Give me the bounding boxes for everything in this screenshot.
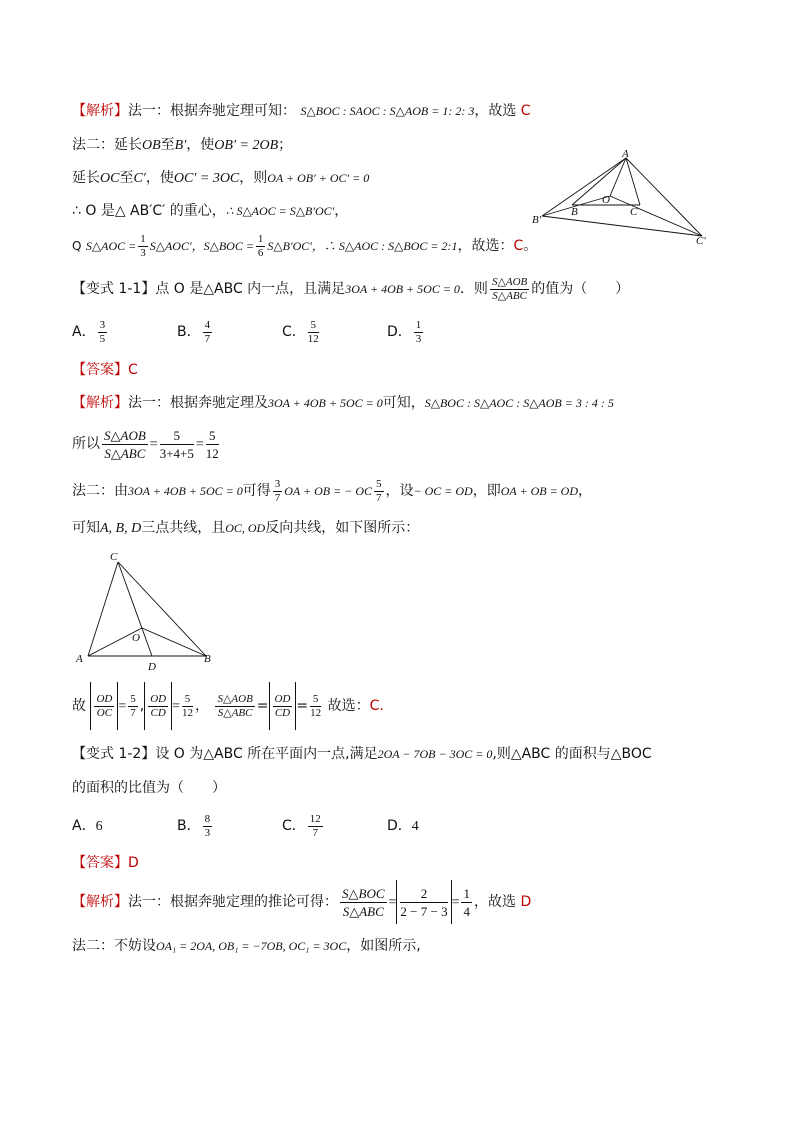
option-value: 6 [95,819,103,834]
text: 的值为（ ） [531,281,630,297]
variant-1-2-cont [72,778,226,798]
math: B′ [174,138,187,153]
solution-line-3 [72,168,369,189]
label-C: C [110,551,118,563]
math: OB′ = 2OB [214,138,279,153]
math: − OC = OD [413,484,473,498]
math: A, B, D [100,521,142,536]
math: S△B′OC′ [267,239,312,253]
label-B-prime: B′ [532,214,542,226]
option-0 [72,316,177,348]
option-label: D． [387,324,412,340]
option-1 [177,316,282,348]
math: OA + OB = OD [500,484,579,498]
option-label: C． [282,324,306,340]
fraction: $\frac{5}{12}$ [310,692,322,719]
option-fraction: $\frac{8}{3}$ [204,812,211,839]
label-B: B [204,653,211,665]
math: 3OA + 4OB + 5OC = 0 [268,396,383,410]
math: S△BOC : S△AOC : S△AOB = 3 : 4 : 5 [424,396,614,410]
math: OA + OB = − OC [284,484,372,498]
text: 设 O 为△ABC 所在平面内一点,满足 [155,746,378,762]
math: 3OA + 4OB + 5OC = 0 [128,484,243,498]
option-value: 4 [411,819,419,834]
fraction: $\frac{1}{4}$ [463,885,470,919]
math: OB [142,138,161,153]
text: 法二：由 [72,483,128,499]
solution-line-1 [72,101,531,121]
text: 反向共线，如下图所示： [265,520,420,536]
fraction: $\frac{\text{S△BOC}}{\text{S△ABC}}$ [342,885,385,919]
math: ∴ S△AOC = S△B′OC′ [225,204,335,218]
fraction: $\frac{1}{6}$ [257,232,264,259]
options-1-1 [72,316,492,348]
text: 故 [72,698,86,714]
options-1-2 [72,810,492,843]
variant-tag: 【变式 1-2】 [72,746,156,762]
text: ，设 [385,483,414,499]
equals: = [149,437,158,452]
solution-line-5 [72,232,537,260]
text: 可知 [72,520,100,536]
label-D: D [148,661,156,673]
label-A: A [622,148,629,160]
fraction: $\frac{5}{12}$ [205,427,219,461]
solution-line-2 [72,135,292,156]
option-3 [387,810,492,843]
option-fraction: $\frac{12}{7}$ [309,812,321,839]
label-C-prime: C′ [696,235,706,247]
math: ，∴ S△AOC : S△BOC = 2:1 [311,239,458,253]
triangle-figure-2 [70,548,230,673]
answer-letter: C [520,103,531,119]
text: 法二：延长 [72,137,142,153]
text: ,则△ABC 的面积与△BOC [492,746,652,762]
text: ，故选： [457,238,514,254]
variant-1-1 [72,275,629,303]
math: OC′ = 3OC [173,171,240,186]
answer-value: D [128,855,139,871]
math: S△AOC′ [149,239,192,253]
math: C′ [133,171,146,186]
option-0 [72,810,177,843]
math-vector-sum: OA + OB′ + OC′ = 0 [267,171,370,185]
math-vector-eq: 2OA − 7OB − 3OC = 0 [377,747,493,761]
text: ； [278,137,293,153]
answer-tag: 【答案】 [72,855,128,871]
triangle-figure-1 [530,148,720,248]
label-A: A [76,653,83,665]
text: ，故选 [473,894,521,910]
text: 法二：不妨设 [72,938,156,954]
fraction: $\frac{5}{12}$ [182,692,193,719]
solution-line-9 [72,393,614,413]
math: OA₁ = 2OA, OB₁ = −7OB, OC₁ = 3OC [156,939,347,953]
text: 可知， [382,395,425,411]
text: 可得 [242,483,271,499]
text: ， [334,203,349,219]
text: 至 [160,137,175,153]
abs-ratio: $\frac{OD}{CD}$ [269,682,297,730]
abs-value: $\frac{2}{2 - 7 - 3}$ [396,880,451,924]
solution-line-10 [72,424,221,465]
text: 至 [119,170,134,186]
option-fraction: $\frac{3}{5}$ [99,318,106,345]
fraction: $\frac{\text{S△AOB}}{\text{S△ABC}}$ [104,427,146,461]
equals: = [195,437,204,452]
fraction: $\frac{\text{S△AOB}}{\text{S△ABC}}$ [217,692,253,719]
math: ，S△BOC = [191,239,254,253]
analysis-tag: 【解析】 [72,894,128,910]
variant-tag: 【变式 1-1】 [72,281,156,297]
text: ，故选 [474,103,521,119]
text: 。 [523,238,538,254]
text: 点 O 是△ABC 内一点，且满足 [155,281,346,297]
fraction: $\frac{5}{3+4+5}$ [159,427,194,461]
answer-1-1 [72,360,138,380]
option-label: B． [177,818,201,834]
solution-line-12 [72,518,419,539]
analysis-tag: 【解析】 [72,395,128,411]
text: Q [72,239,82,253]
answer-letter: C [513,238,524,254]
solution-line-13: 故 $\frac{OD}{OC}$ = $\frac{5}{7}$ , $\frac{OD}{CD}$ = $\frac{5}{12}$ ， $\frac{\text{S△AOB}}{\text{S△ABC}}$ = $\frac{OD}{CD}$ = $\frac{5}{12}$ 故选：C. [72,682,384,731]
abs-ratio: $\frac{OD}{CD}$ [144,682,172,730]
answer-value: C [128,362,138,378]
solution-line-19: 【解析】法一：根据奔驰定理的推论可得： $\frac{\text{S△BOC}}{\text{S△ABC}}$ = $\frac{2}{2 - 7 - 3}$ = $\frac{1}{4}$ ，故选 D [72,880,531,925]
math: OC, OD [225,521,266,535]
label-B: B [571,206,578,218]
text: ．则 [459,281,488,297]
text: ，如图所示, [346,938,421,954]
text: 法一：根据奔驰定理的推论可得： [128,894,338,910]
label-O: O [132,632,140,644]
solution-line-20 [72,936,421,956]
option-label: B． [177,324,201,340]
text: ，则 [239,170,268,186]
text: 所以 [72,436,100,452]
text: 故选： [327,698,370,714]
solution-line-11 [72,476,592,506]
fraction: $\frac{1}{3}$ [140,232,146,259]
text: 的面积的比值为（ ） [72,780,226,796]
option-label: C． [282,818,306,834]
label-O: O [602,194,610,206]
option-3 [387,316,492,348]
label-C: C [630,206,638,218]
text: 法一：根据奔驰定理可知： [128,103,296,119]
math: S△AOC = [85,239,137,253]
abs-ratio: $\frac{OD}{OC}$ [90,682,118,730]
answer-1-2 [72,853,139,873]
text: ，即 [472,483,501,499]
variant-1-2 [72,744,652,764]
answer-letter: C [369,698,380,714]
answer-letter: D [520,894,532,910]
fraction: $\frac{\text{S△AOB}}{\text{S△ABC}}$ [491,275,528,302]
answer-tag: 【答案】 [72,362,128,378]
option-fraction: $\frac{1}{3}$ [415,318,422,345]
text: ， [578,483,593,499]
math-area-ratio: S△BOC : SAOC : S△AOB = 1: 2: 3 [300,104,475,118]
option-fraction: $\frac{4}{7}$ [204,318,211,345]
option-label: A． [72,324,96,340]
option-2 [282,810,387,842]
fraction: $\frac{5}{7}$ [376,477,382,504]
text: 延长 [72,170,100,186]
option-label: D． [387,818,412,834]
option-fraction: $\frac{5}{12}$ [307,318,319,345]
math: OC [100,171,120,186]
text: 法一：根据奔驰定理及 [128,395,268,411]
fraction: $\frac{5}{7}$ [130,692,136,719]
analysis-tag: 【解析】 [72,103,128,119]
fraction: $\frac{3}{7}$ [274,477,281,504]
text: 三点共线，且 [141,520,226,536]
text: ∴ O 是△ AB′C′ 的重心， [72,203,226,219]
option-2 [282,316,387,348]
text: ，使 [186,137,215,153]
text: ，使 [145,170,174,186]
option-1 [177,810,282,842]
solution-line-4 [72,201,348,221]
option-label: A． [72,818,96,834]
math-vector-eq: 3OA + 4OB + 5OC = 0 [345,282,460,296]
